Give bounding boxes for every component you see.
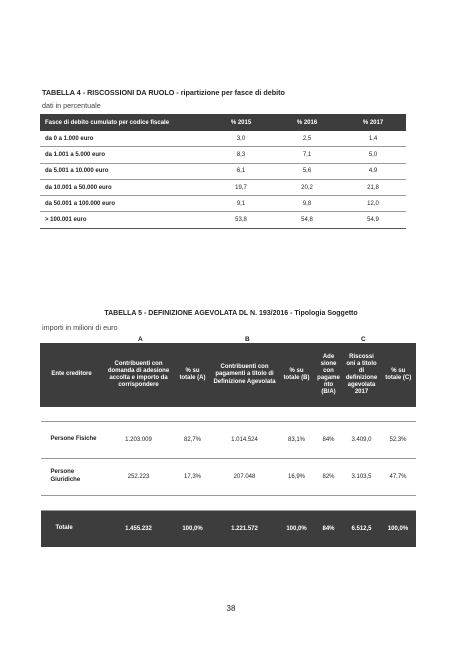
table5-cell-pct-b: 83,1% [279, 422, 315, 459]
table4-cell-2017: 4,9 [340, 163, 406, 179]
table4-header-2017: % 2017 [340, 114, 406, 131]
table4-subtitle: dati in percentuale [42, 101, 101, 110]
table5-header-contribuenti-pagamenti: Contribuenti con pagamenti a titolo di Definizione Agevolata [211, 343, 279, 407]
table4-cell-2015: 53,8 [208, 212, 274, 228]
table4-cell-2016: 54,8 [274, 212, 340, 228]
table5-total-pct-b: 100,0% [279, 511, 315, 548]
table5-header-pct-c: % su totale (C) [381, 343, 416, 407]
table-row [40, 179, 406, 195]
table4-cell-fascia: da 50.001 a 100.000 euro [40, 196, 208, 212]
table5-cell-contribuenti-pagamenti: 207.048 [211, 459, 279, 496]
table5-group-c: C [361, 336, 366, 343]
table4-cell-2015: 3,0 [208, 131, 274, 147]
table-row [41, 422, 416, 459]
table4-cell-fascia: da 0 a 1.000 euro [40, 131, 208, 147]
table4-header-2015: % 2015 [208, 114, 274, 131]
table-row [40, 131, 406, 147]
table-row [40, 147, 406, 163]
table5 [40, 343, 416, 547]
table4-cell-2016: 9,8 [274, 196, 340, 212]
table4-cell-fascia: da 10.001 a 50.000 euro [40, 179, 208, 195]
table5-total-adesione-pagamento: 84% [315, 511, 343, 548]
table4-cell-2017: 5,0 [340, 147, 406, 163]
table-row [40, 196, 406, 212]
table5-header-ente: Ente creditore [41, 343, 103, 407]
table5-cell-riscossioni: 3.409,0 [343, 422, 381, 459]
table5-spacer-row [41, 496, 416, 511]
table5-cell-adesione-pagamento: 82% [315, 459, 343, 496]
table4-cell-2016: 2,5 [274, 131, 340, 147]
table5-group-b: B [245, 336, 250, 343]
table-row [41, 459, 416, 496]
page-number: 38 [226, 604, 236, 613]
table4-cell-2017: 12,0 [340, 196, 406, 212]
table5-cell-pct-a: 82,7% [175, 422, 211, 459]
table5-total-label: Totale [41, 511, 103, 548]
table-row [40, 163, 406, 179]
table4-cell-fascia: > 100.001 euro [40, 212, 208, 228]
table4-header-row [40, 114, 406, 131]
table4-cell-2016: 7,1 [274, 147, 340, 163]
table5-cell-contribuenti-pagamenti: 1.014.524 [211, 422, 279, 459]
table5-cell-ente: Persone Giuridiche [41, 459, 103, 496]
table5-cell-pct-b: 16,9% [279, 459, 315, 496]
table4-cell-fascia: da 1.001 a 5.000 euro [40, 147, 208, 163]
table5-group-a: A [138, 336, 143, 343]
table5-total-contribuenti-adesione: 1.455.232 [103, 511, 175, 548]
table5-cell-pct-a: 17,3% [175, 459, 211, 496]
table4-title: TABELLA 4 - RISCOSSIONI DA RUOLO - ripartizione per fasce di debito [42, 88, 285, 97]
table5-cell-ente: Persone Fisiche [41, 422, 103, 459]
table5-subtitle: importi in milioni di euro [42, 323, 118, 332]
table5-total-contribuenti-pagamenti: 1.221.572 [211, 511, 279, 548]
table5-spacer-row [41, 407, 416, 422]
table4-cell-2017: 1,4 [340, 131, 406, 147]
table4-header-fascia: Fasce di debito cumulato per codice fiscale [40, 114, 208, 131]
table4 [40, 114, 406, 229]
table5-total-pct-a: 100,0% [175, 511, 211, 548]
table5-total-riscossioni: 6.512,5 [343, 511, 381, 548]
table5-header-pct-a: % su totale (A) [175, 343, 211, 407]
table4-cell-2017: 21,8 [340, 179, 406, 195]
table4-cell-2015: 8,3 [208, 147, 274, 163]
table5-spacer-cell [41, 496, 416, 511]
table5-header-riscossioni: Riscossi oni a titolo di definizione agevolata 2017 [343, 343, 381, 407]
table4-cell-2016: 20,2 [274, 179, 340, 195]
table4-cell-2015: 6,1 [208, 163, 274, 179]
table5-total-pct-c: 100,0% [381, 511, 416, 548]
table5-title: TABELLA 5 - DEFINIZIONE AGEVOLATA DL N. 193/2016 - Tipologia Soggetto [104, 310, 358, 317]
table5-cell-contribuenti-adesione: 252.223 [103, 459, 175, 496]
table5-cell-pct-c: 52,3% [381, 422, 416, 459]
table5-header-pct-b: % su totale (B) [279, 343, 315, 407]
table4-cell-fascia: da 5.001 a 10.000 euro [40, 163, 208, 179]
table5-cell-adesione-pagamento: 84% [315, 422, 343, 459]
table5-cell-riscossioni: 3.103,5 [343, 459, 381, 496]
table5-spacer-cell [41, 407, 416, 422]
table4-cell-2016: 5,6 [274, 163, 340, 179]
table4-cell-2015: 19,7 [208, 179, 274, 195]
table5-cell-contribuenti-adesione: 1.203.009 [103, 422, 175, 459]
table5-cell-pct-c: 47,7% [381, 459, 416, 496]
table5-total-row [41, 511, 416, 548]
table-row [40, 212, 406, 228]
table4-cell-2015: 9,1 [208, 196, 274, 212]
table5-header-row [41, 343, 416, 407]
table5-header-adesione-pagamento: Ade sione con pagame nto (B/A) [315, 343, 343, 407]
table4-header-2016: % 2016 [274, 114, 340, 131]
table4-cell-2017: 54,9 [340, 212, 406, 228]
table5-header-contribuenti-adesione: Contribuenti con domanda di adesione accolta e importo da corrispondere [103, 343, 175, 407]
